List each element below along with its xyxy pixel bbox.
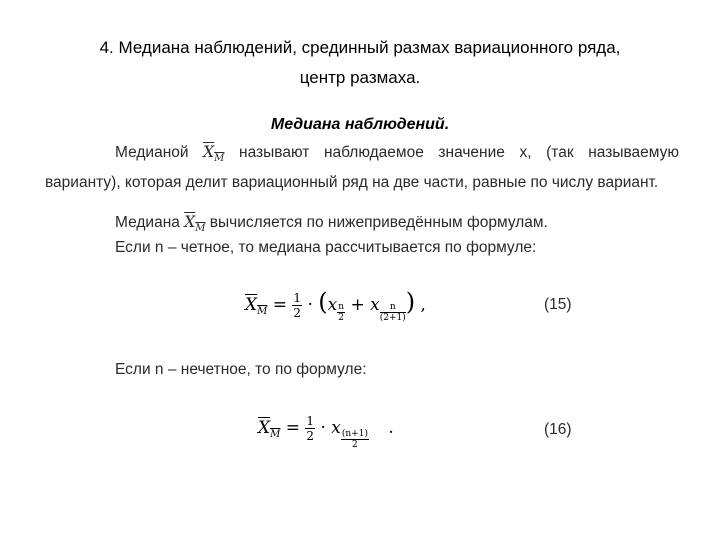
multiply-dot: · [320, 418, 326, 438]
formula-16 [258, 414, 394, 450]
median-symbol-letter: X [184, 213, 196, 231]
term-x1: x [327, 295, 338, 315]
equation-number-16: (16) [544, 421, 572, 438]
formula-lhs-letter: X [245, 295, 258, 315]
coefficient-fraction [305, 414, 315, 443]
fraction-numerator: 1 [293, 291, 302, 305]
median-definition-paragraph [45, 140, 679, 195]
formula-lhs [245, 295, 267, 315]
computation-start: Медиана [115, 214, 185, 231]
term-x2-index [380, 302, 406, 323]
close-paren: ) [405, 288, 416, 316]
term-x-index [341, 429, 369, 450]
term-x1-index [337, 302, 345, 323]
equals-sign: = [285, 418, 301, 438]
fraction-denominator: 2 [306, 429, 315, 443]
fraction-denominator: 2 [293, 306, 302, 320]
formula-lhs-letter: X [258, 418, 271, 438]
plus-sign: + [350, 295, 365, 315]
index-numerator: n [380, 302, 406, 313]
fraction-numerator: 1 [306, 414, 315, 428]
index-numerator: n [338, 302, 345, 312]
slide-title-line-1: 4. Медиана наблюдений, срединный размах вариационного ряда, [99, 38, 621, 57]
formula-period: . [388, 418, 394, 438]
index-denominator: (2+1) [379, 313, 406, 323]
formula-15 [245, 288, 426, 323]
median-symbol-letter: X [203, 143, 215, 161]
definition-rest: называют наблюдаемое значение x, (так называемую варианту), которая делит вариационный ряд на две части, равные по числу вариант. [45, 144, 679, 191]
median-symbol [184, 213, 206, 234]
section-subtitle: Медиана наблюдений. [270, 116, 450, 133]
term-x2: x [370, 295, 380, 315]
even-case-paragraph: Если n – четное, то медиана рассчитывается по формуле: [115, 239, 537, 256]
median-symbol [203, 143, 225, 164]
median-symbol-subscript: M [214, 153, 225, 164]
term-x: x [331, 418, 341, 438]
formula-lhs [258, 418, 280, 438]
definition-start: Медианой [115, 144, 204, 161]
formula-lhs-subscript: M [270, 429, 281, 440]
slide-title-line-2: центр размаха. [299, 68, 421, 87]
coefficient-fraction [292, 291, 302, 320]
equals-sign: = [272, 295, 288, 315]
median-symbol-subscript: M [195, 223, 206, 234]
index-denominator: 2 [352, 440, 358, 450]
index-numerator: (n+1) [341, 429, 368, 439]
slide-title [40, 33, 680, 93]
open-paren: ( [318, 288, 328, 316]
equation-number-15: (15) [544, 296, 572, 313]
index-denominator: 2 [338, 313, 345, 323]
computation-rest: вычисляется по нижеприведённым формулам. [209, 214, 548, 231]
odd-case-paragraph: Если n – нечетное, то по формуле: [115, 361, 367, 378]
formula-lhs-subscript: M [257, 306, 268, 317]
formula-comma: , [420, 295, 426, 315]
multiply-dot: · [307, 295, 313, 315]
